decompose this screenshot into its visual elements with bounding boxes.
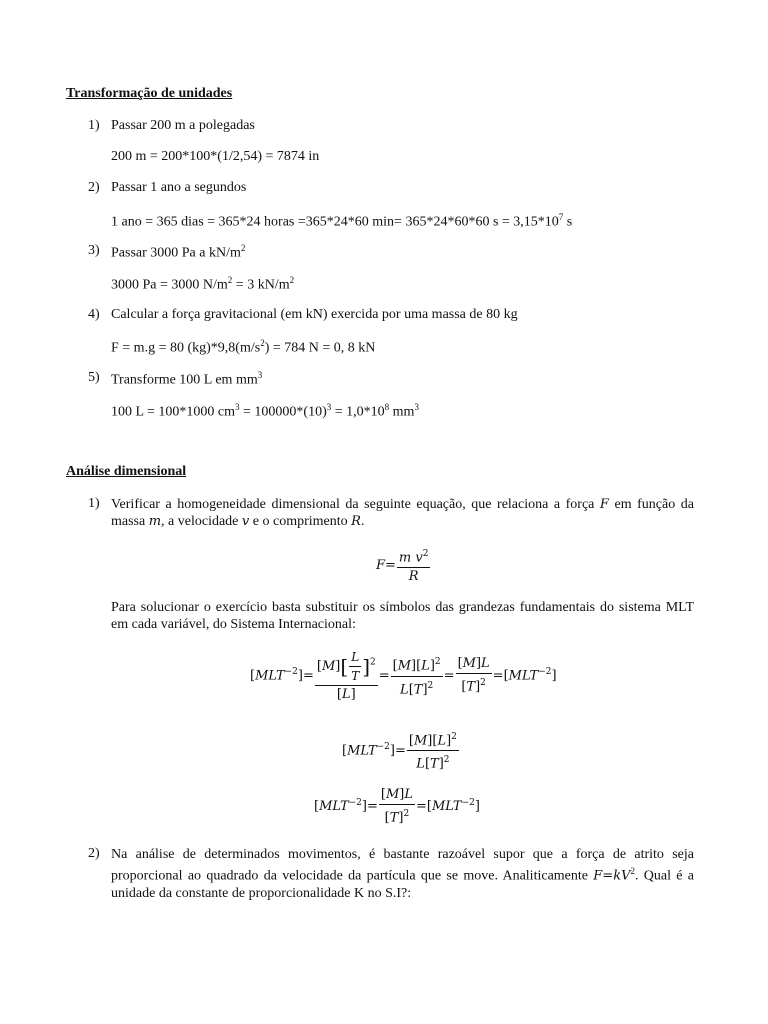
question-text: Passar 1 ano a segundos (111, 180, 247, 195)
question-text: Calcular a força gravitacional (em kN) exercida por uma massa de 80 kg (111, 307, 518, 322)
paragraph: Para solucionar o exercício basta substituir os símbolos das grandezas fundamentais do sistema MLT em cada variável, do Sistema Internacional: (111, 600, 694, 632)
paragraph: Na análise de determinados movimentos, é bastante razoável supor que a força de atrito seja proporcional ao quadrado da velocidade da partícula que se move. Analiticamente $F=kV^2$. Qual é a unidade da constante de proporcionalidade K no S.I?: (111, 847, 694, 901)
equation-dimensional-2: $[MLT^{-2}]=$ $\frac{[M][L]^2}{L[T]^2}$ (342, 728, 460, 774)
answer-text: 1 ano = 365 dias = 365*24 horas =365*24*60 min= 365*24*60*60 $s = 3,15*10^7$ s (111, 212, 573, 230)
answer-text: 100 L = 100*1000 $cm^3 = 100000*(10)^3 = 1,0*10^8$ $mm^3$ (111, 402, 419, 420)
item-number: 5) (88, 370, 100, 385)
paragraph: Verificar a homogeneidade dimensional da seguinte equação, que relaciona a força F em função da massa m, a velocidade v e o comprimento R. (111, 497, 694, 529)
question-text: Passar 200 m a polegadas (111, 118, 255, 133)
question-text: Passar 3000 Pa a $kN/m^2$ (111, 243, 246, 261)
equation-force: F= $\frac{m v^2}{R}$ (376, 545, 431, 586)
section-heading-analise: Análise dimensional (66, 464, 187, 479)
answer-text: 3000 Pa = 3000 $N/m^2 = 3$ $kN/m^2$ (111, 275, 295, 293)
equation-dimensional-3: $[MLT^{-2}]=$ $\frac{[M]L}{[T]^2}$ $=[MLT^{-2}]$ (314, 787, 480, 826)
item-number: 1) (88, 496, 100, 511)
item-number: 2) (88, 180, 100, 195)
section-heading-transformacao: Transformação de unidades (66, 86, 233, 101)
answer-text: 200 m = 200*100*(1/2,54) = 7874 in (111, 149, 320, 164)
item-number: 1) (88, 118, 100, 133)
item-number: 4) (88, 307, 100, 322)
equation-dimensional-1: $[MLT^{-2}]=$ [M][ $\frac{L}{T}$ ]$^2$ [L] = $\frac{[M][L]^2}{L[T]^2}$ = $\frac{[M]L}{[T]^2}$ $=[MLT^{-2}]$ (250, 650, 557, 702)
answer-text: F = m.g = 80 $(kg)*9,8(m/s^2) = 784$ N = 0, 8 kN (111, 338, 376, 356)
item-number: 3) (88, 243, 100, 258)
question-text: Transforme 100 L em $mm^3$ (111, 370, 263, 388)
item-number: 2) (88, 846, 100, 861)
